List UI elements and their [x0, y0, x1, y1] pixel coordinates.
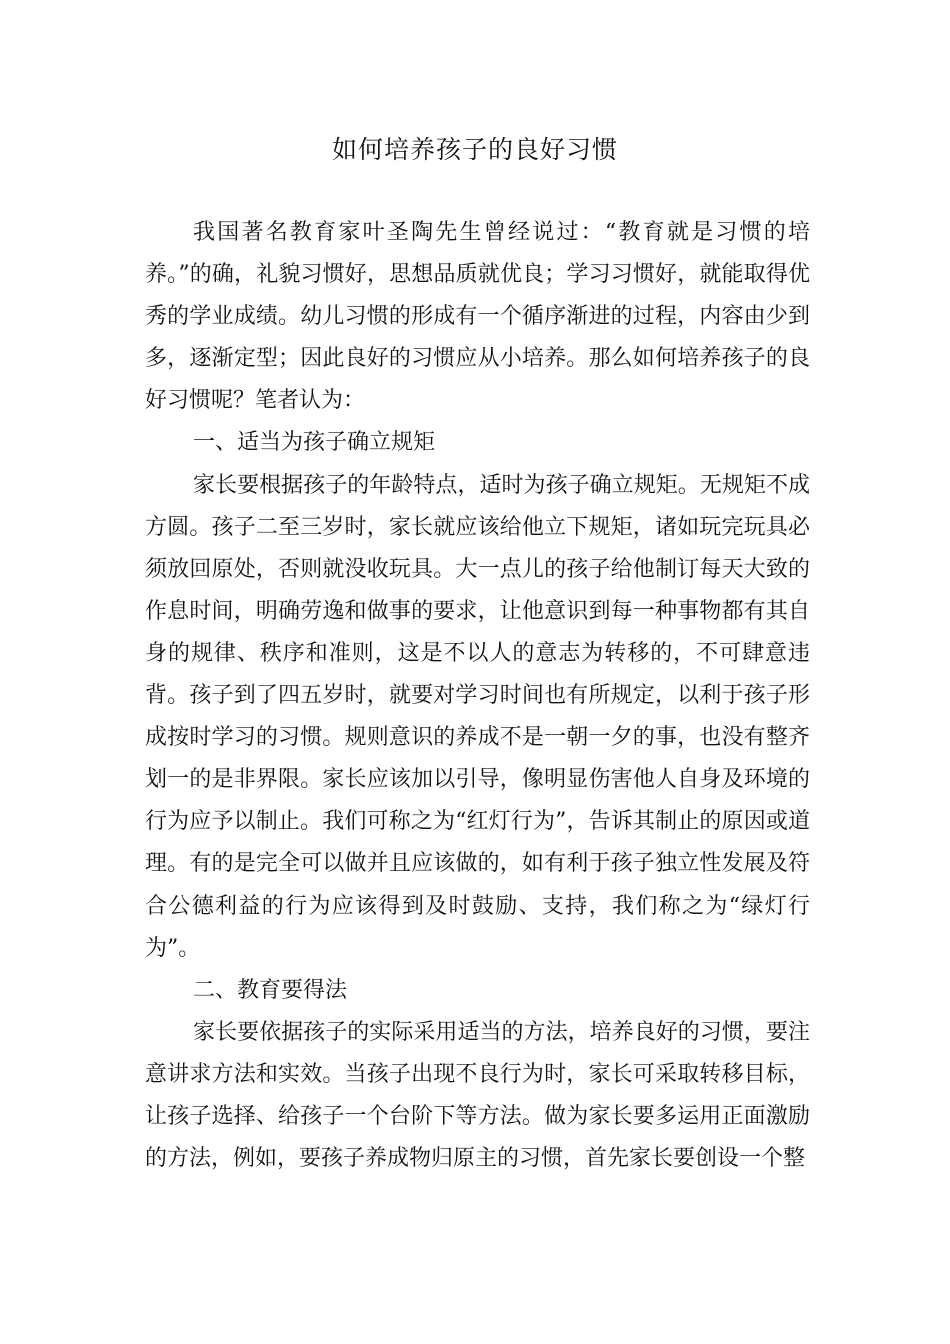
section-heading-1: 一、适当为孩子确立规矩 — [193, 430, 436, 456]
document-body — [145, 212, 810, 1180]
document-title: 如何培养孩子的良好习惯 — [331, 135, 618, 164]
intro-paragraph: 我国著名教育家叶圣陶先生曾经说过：“教育就是习惯的培养。”的确，礼貌习惯好，思想品质就优良；学习习惯好，就能取得优秀的学业成绩。幼儿习惯的形成有一个循序渐进的过程，内容由少到多，逐渐定型；因此良好的习惯应从小培养。那么如何培养孩子的良好习惯呢？笔者认为： — [145, 220, 810, 414]
section-2-paragraph: 家长要依据孩子的实际采用适当的方法，培养良好的习惯，要注意讲求方法和实效。当孩子出现不良行为时，家长可采取转移目标，让孩子选择、给孩子一个台阶下等方法。做为家长要多运用正面激励的方法，例如，要孩子养成物归原主的习惯，首先家长要创设一个整 — [145, 1019, 810, 1172]
section-heading-2: 二、教育要得法 — [193, 977, 348, 1003]
section-1-paragraph: 家长要根据孩子的年龄特点，适时为孩子确立规矩。无规矩不成方圆。孩子二至三岁时，家长就应该给他立下规矩，诸如玩完玩具必须放回原处，否则就没收玩具。大一点儿的孩子给他制订每天大致的作息时间，明确劳逸和做事的要求，让他意识到每一种事物都有其自身的规律、秩序和准则，这是不以人的意志为转移的，不可肆意违背。孩子到了四五岁时，就要对学习时间也有所规定，以利于孩子形成按时学习的习惯。规则意识的养成不是一朝一夕的事，也没有整齐划一的是非界限。家长应该加以引导，像明显伤害他人自身及环境的行为应予以制止。我们可称之为“红灯行为”，告诉其制止的原因或道理。有的是完全可以做并且应该做的，如有利于孩子独立性发展及符合公德利益的行为应该得到及时鼓励、支持，我们称之为“绿灯行为”。 — [145, 472, 810, 961]
